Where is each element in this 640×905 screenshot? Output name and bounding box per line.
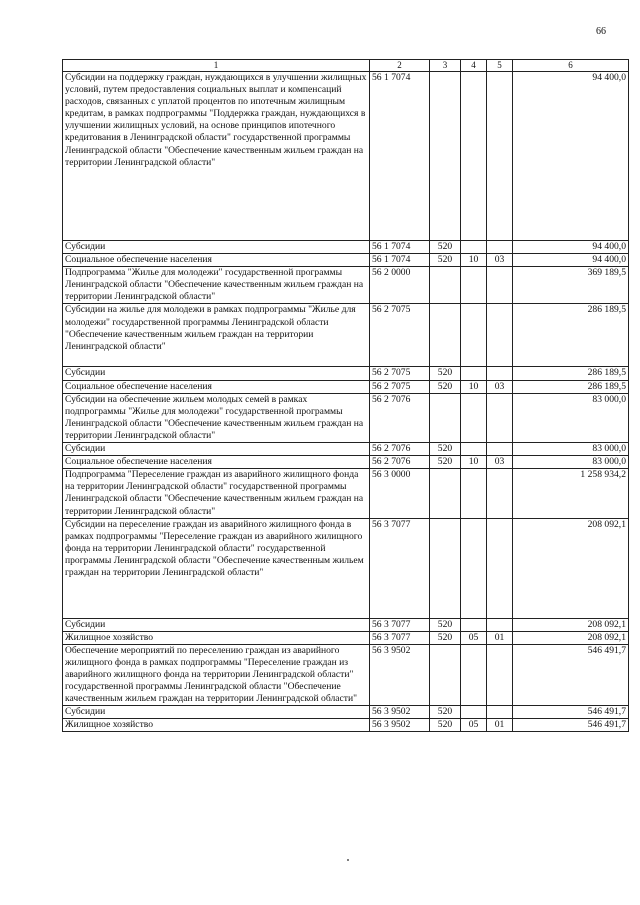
budget-table (62, 59, 629, 732)
row-code: 56 3 7077 (370, 518, 430, 618)
row-name: Социальное обеспечение населения (63, 380, 370, 393)
row-pr (487, 72, 513, 241)
header-col-6: 6 (513, 60, 629, 72)
table-row (63, 367, 629, 380)
row-vr: 520 (430, 241, 461, 254)
row-sum: 94 400,0 (513, 241, 629, 254)
row-pr (487, 241, 513, 254)
row-name: Субсидии на обеспечение жильем молодых семей в рамках подпрограммы "Жилье для молодежи" государственной программы Ленинградской области "Обеспечение качественным жильем граждан на территории Ленинградской области" (63, 393, 370, 442)
row-code: 56 2 7076 (370, 443, 430, 456)
row-sum: 208 092,1 (513, 518, 629, 618)
row-name: Субсидии (63, 706, 370, 719)
row-sum: 286 189,5 (513, 304, 629, 367)
table-row (63, 618, 629, 631)
row-sum: 546 491,7 (513, 706, 629, 719)
row-rz (461, 241, 487, 254)
row-vr: 520 (430, 456, 461, 469)
row-vr (430, 304, 461, 367)
row-sum: 208 092,1 (513, 631, 629, 644)
header-col-3: 3 (430, 60, 461, 72)
row-sum: 83 000,0 (513, 393, 629, 442)
row-rz (461, 706, 487, 719)
row-vr (430, 393, 461, 442)
row-name: Социальное обеспечение населения (63, 254, 370, 267)
header-col-2: 2 (370, 60, 430, 72)
row-vr (430, 267, 461, 304)
row-name: Субсидии (63, 367, 370, 380)
row-code: 56 2 7075 (370, 304, 430, 367)
table-row (63, 644, 629, 705)
row-rz (461, 72, 487, 241)
table-row (63, 706, 629, 719)
row-name: Подпрограмма "Переселение граждан из аварийного жилищного фонда на территории Ленинградской области" государственной программы Ленинградской области "Обеспечение качественным жильем граждан на территории Ленинградской области" (63, 469, 370, 518)
row-rz (461, 393, 487, 442)
row-name: Субсидии на переселение граждан из аварийного жилищного фонда в рамках подпрограммы "Переселение граждан из аварийного жилищного фонда на территории Ленинградской области" государственной программы Ленинградской области "Обеспечение качественным жильем граждан на территории Ленинградской области" (63, 518, 370, 618)
table-row (63, 241, 629, 254)
row-vr (430, 72, 461, 241)
row-code: 56 3 0000 (370, 469, 430, 518)
row-rz (461, 443, 487, 456)
row-vr: 520 (430, 719, 461, 732)
row-sum: 286 189,5 (513, 367, 629, 380)
row-pr (487, 469, 513, 518)
table-row (63, 380, 629, 393)
scan-dot (347, 859, 349, 861)
row-code: 56 2 0000 (370, 267, 430, 304)
row-sum: 94 400,0 (513, 254, 629, 267)
row-pr (487, 443, 513, 456)
row-rz: 05 (461, 719, 487, 732)
row-pr (487, 304, 513, 367)
table-row (63, 254, 629, 267)
row-vr: 520 (430, 631, 461, 644)
table-row (63, 393, 629, 442)
row-name: Социальное обеспечение населения (63, 456, 370, 469)
row-code: 56 3 7077 (370, 618, 430, 631)
page-number: 66 (596, 26, 606, 37)
row-name: Субсидии на жилье для молодежи в рамках подпрограммы "Жилье для молодежи" государственной программы Ленинградской области "Обеспечение качественным жильем граждан на территории Ленинградской области" (63, 304, 370, 367)
row-pr (487, 518, 513, 618)
header-col-4: 4 (461, 60, 487, 72)
row-vr: 520 (430, 706, 461, 719)
row-pr: 03 (487, 456, 513, 469)
row-vr (430, 644, 461, 705)
row-vr: 520 (430, 618, 461, 631)
row-pr (487, 644, 513, 705)
table-row (63, 456, 629, 469)
row-code: 56 1 7074 (370, 241, 430, 254)
row-rz (461, 644, 487, 705)
table-row (63, 518, 629, 618)
row-name: Обеспечение мероприятий по переселению граждан из аварийного жилищного фонда в рамках подпрограммы "Переселение граждан из аварийного жилищного фонда на территории Ленинградской области" государственной программы Ленинградской области "Обеспечение качественным жильем граждан на территории Ленинградской области" (63, 644, 370, 705)
row-vr: 520 (430, 367, 461, 380)
table-row (63, 631, 629, 644)
header-col-5: 5 (487, 60, 513, 72)
row-rz: 10 (461, 254, 487, 267)
row-name: Жилищное хозяйство (63, 631, 370, 644)
row-pr: 03 (487, 380, 513, 393)
row-rz (461, 469, 487, 518)
table-row (63, 719, 629, 732)
row-vr: 520 (430, 443, 461, 456)
row-rz (461, 267, 487, 304)
header-col-1: 1 (63, 60, 370, 72)
row-sum: 286 189,5 (513, 380, 629, 393)
row-rz: 05 (461, 631, 487, 644)
row-name: Субсидии (63, 618, 370, 631)
row-pr: 01 (487, 719, 513, 732)
row-code: 56 2 7076 (370, 456, 430, 469)
row-sum: 1 258 934,2 (513, 469, 629, 518)
row-sum: 208 092,1 (513, 618, 629, 631)
row-code: 56 2 7075 (370, 380, 430, 393)
row-name: Жилищное хозяйство (63, 719, 370, 732)
row-name: Субсидии на поддержку граждан, нуждающихся в улучшении жилищных условий, путем предоставления социальных выплат и компенсаций расходов, связанных с уплатой процентов по ипотечным жилищным кредитам, в рамках подпрограммы "Поддержка граждан, нуждающихся в улучшении жилищных условий, на основе принципов ипотечного кредитования в Ленинградской области" государственной программы Ленинградской области "Обеспечение качественным жильем граждан на территории Ленинградской области" (63, 72, 370, 241)
row-code: 56 3 9502 (370, 644, 430, 705)
row-code: 56 2 7076 (370, 393, 430, 442)
row-rz (461, 618, 487, 631)
row-rz: 10 (461, 380, 487, 393)
row-vr (430, 469, 461, 518)
row-rz (461, 518, 487, 618)
row-code: 56 3 7077 (370, 631, 430, 644)
row-pr (487, 267, 513, 304)
table-row (63, 469, 629, 518)
row-vr: 520 (430, 254, 461, 267)
row-vr: 520 (430, 380, 461, 393)
row-pr: 03 (487, 254, 513, 267)
table-row (63, 267, 629, 304)
row-vr (430, 518, 461, 618)
row-name: Подпрограмма "Жилье для молодежи" государственной программы Ленинградской области "Обеспечение качественным жильем граждан на территории Ленинградской области" (63, 267, 370, 304)
row-sum: 546 491,7 (513, 644, 629, 705)
row-rz: 10 (461, 456, 487, 469)
row-code: 56 3 9502 (370, 706, 430, 719)
row-name: Субсидии (63, 241, 370, 254)
row-sum: 83 000,0 (513, 443, 629, 456)
row-rz (461, 367, 487, 380)
row-rz (461, 304, 487, 367)
row-pr: 01 (487, 631, 513, 644)
row-sum: 546 491,7 (513, 719, 629, 732)
row-name: Субсидии (63, 443, 370, 456)
table-row (63, 443, 629, 456)
table-row (63, 304, 629, 367)
row-pr (487, 706, 513, 719)
table-row (63, 72, 629, 241)
row-sum: 369 189,5 (513, 267, 629, 304)
row-pr (487, 367, 513, 380)
row-pr (487, 393, 513, 442)
row-code: 56 1 7074 (370, 72, 430, 241)
row-pr (487, 618, 513, 631)
row-code: 56 1 7074 (370, 254, 430, 267)
header-row (63, 60, 629, 72)
row-code: 56 3 9502 (370, 719, 430, 732)
row-sum: 94 400,0 (513, 72, 629, 241)
row-code: 56 2 7075 (370, 367, 430, 380)
row-sum: 83 000,0 (513, 456, 629, 469)
